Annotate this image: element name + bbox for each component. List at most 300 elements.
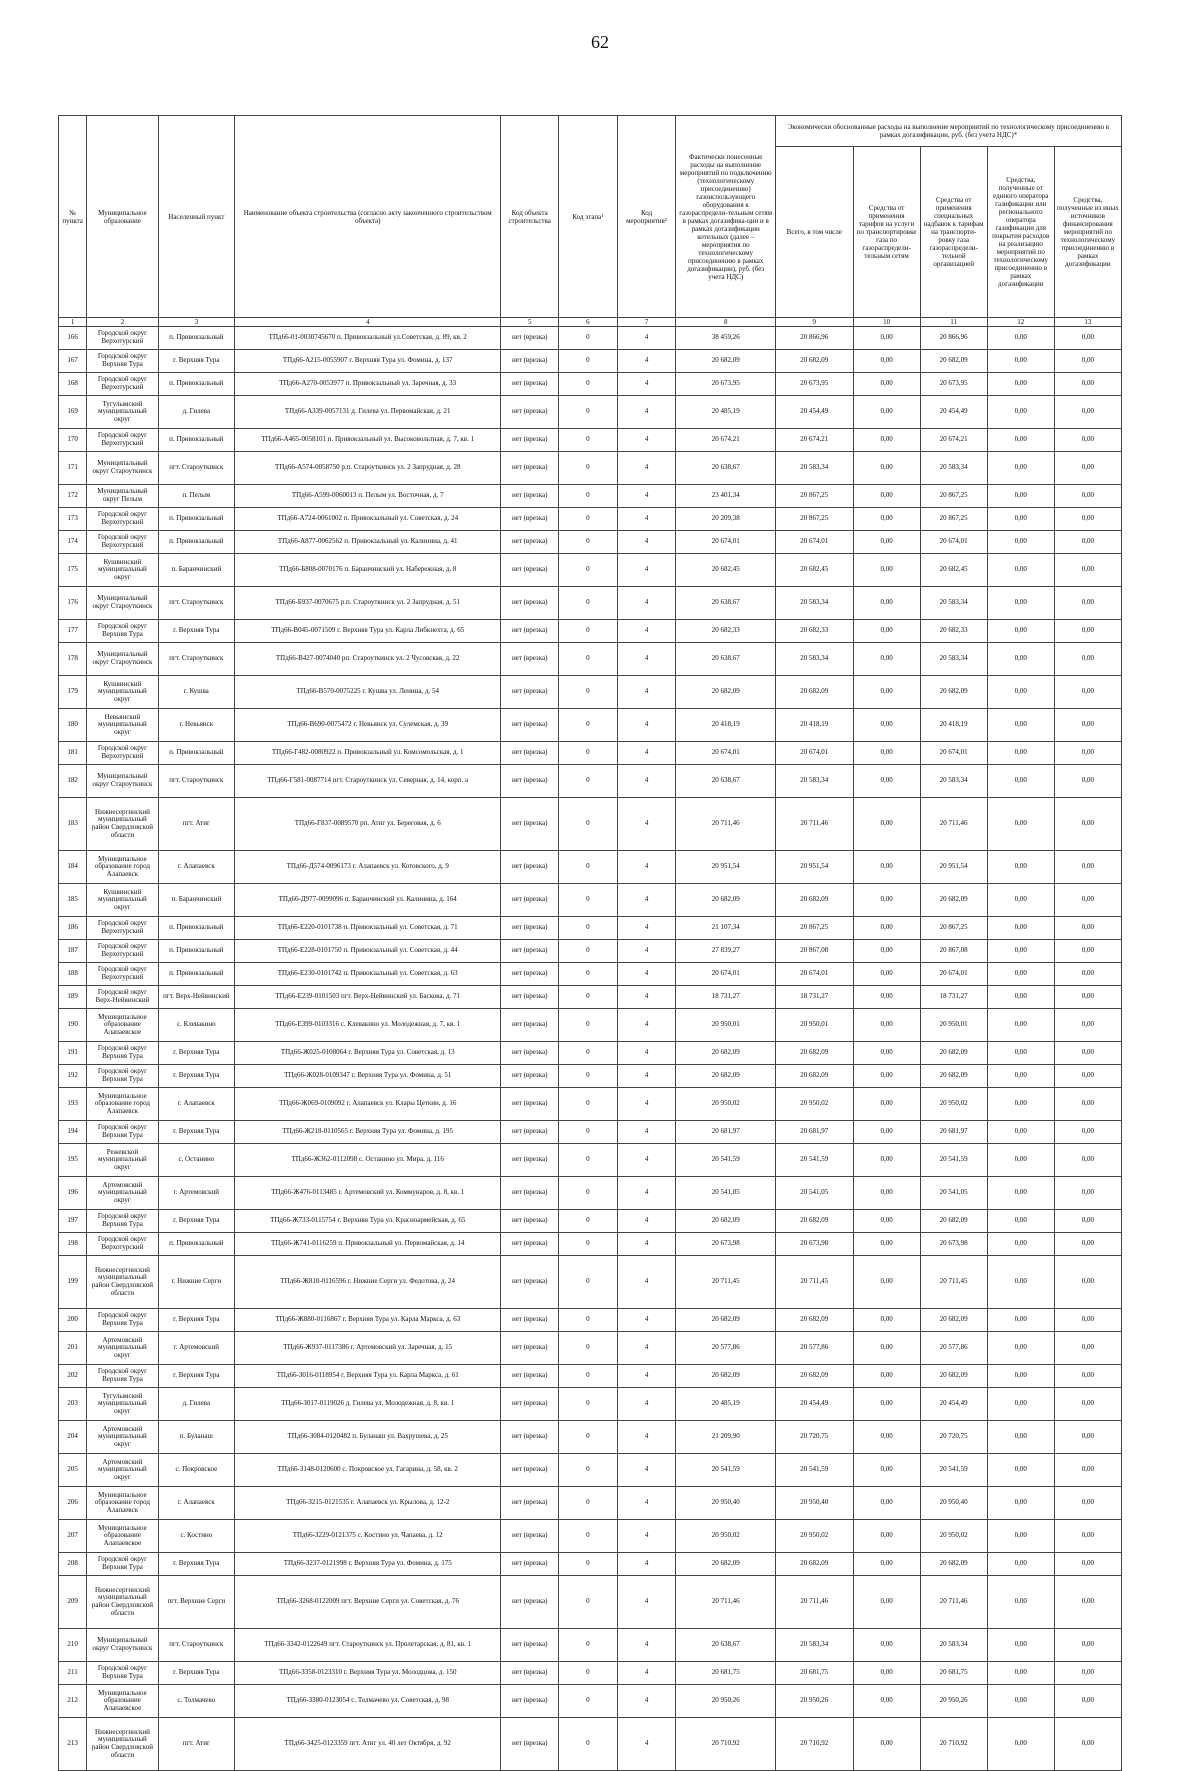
settlement-cell: г. Кушва — [158, 676, 235, 709]
stage-code-cell: 0 — [559, 1718, 618, 1771]
object-code-cell: нет (врезка) — [501, 676, 559, 709]
other-funds-cell: 0,00 — [1054, 452, 1121, 485]
column-number: 7 — [617, 318, 676, 327]
surcharge-funds-cell: 20 454,49 — [920, 1388, 987, 1421]
object-code-cell: нет (врезка) — [501, 643, 559, 676]
settlement-cell: г. Артемовский — [158, 1332, 235, 1365]
actual-costs-cell: 20 541,59 — [676, 1454, 776, 1487]
object-code-cell: нет (врезка) — [501, 940, 559, 963]
other-funds-cell: 0,00 — [1054, 851, 1121, 884]
stage-code-cell: 0 — [559, 940, 618, 963]
table-row — [59, 940, 1122, 963]
object-name-cell: ТПд66-З229-0121375 с. Костино ул. Чапаева, д. 12 — [235, 1520, 501, 1553]
row-number-cell: 184 — [59, 851, 87, 884]
stage-code-cell: 0 — [559, 765, 618, 798]
tariff-funds-cell: 0,00 — [853, 620, 920, 643]
row-number-cell: 192 — [59, 1065, 87, 1088]
stage-code-cell: 0 — [559, 327, 618, 350]
row-number-cell: 183 — [59, 798, 87, 851]
event-code-cell: 4 — [617, 485, 676, 508]
other-funds-cell: 0,00 — [1054, 1487, 1121, 1520]
operator-funds-cell: 0,00 — [987, 643, 1054, 676]
event-code-cell: 4 — [617, 1144, 676, 1177]
table-row — [59, 798, 1122, 851]
settlement-cell: г. Верхняя Тура — [158, 350, 235, 373]
event-code-cell: 4 — [617, 429, 676, 452]
object-name-cell: ТПд66-А724-0061002 п. Привокзальный ул. Советская, д. 24 — [235, 508, 501, 531]
actual-costs-cell: 20 682,09 — [676, 884, 776, 917]
justified-total-cell: 20 674,01 — [776, 531, 854, 554]
municipality-cell: Городской округ Верхотурский — [87, 917, 158, 940]
table-row — [59, 350, 1122, 373]
actual-costs-cell: 23 401,34 — [676, 485, 776, 508]
tariff-funds-cell: 0,00 — [853, 709, 920, 742]
settlement-cell: г. Верхняя Тура — [158, 1121, 235, 1144]
object-code-cell: нет (врезка) — [501, 917, 559, 940]
tariff-funds-cell: 0,00 — [853, 1144, 920, 1177]
tariff-funds-cell: 0,00 — [853, 396, 920, 429]
settlement-cell: г. Верхняя Тура — [158, 1662, 235, 1685]
operator-funds-cell: 0,00 — [987, 485, 1054, 508]
row-number-cell: 166 — [59, 327, 87, 350]
table-row — [59, 1454, 1122, 1487]
table-row — [59, 643, 1122, 676]
other-funds-cell: 0,00 — [1054, 1332, 1121, 1365]
operator-funds-cell: 0,00 — [987, 765, 1054, 798]
event-code-cell: 4 — [617, 1009, 676, 1042]
surcharge-funds-cell: 20 682,09 — [920, 676, 987, 709]
row-number-cell: 212 — [59, 1685, 87, 1718]
settlement-cell: п. Привокзальный — [158, 917, 235, 940]
object-name-cell: ТПд66-З380-0123054 с. Толмачево ул. Советская, д. 98 — [235, 1685, 501, 1718]
justified-total-cell: 20 951,54 — [776, 851, 854, 884]
settlement-cell: с. Останино — [158, 1144, 235, 1177]
object-code-cell: нет (врезка) — [501, 1144, 559, 1177]
object-name-cell: ТПд66-А877-0062562 п. Привокзальный ул. Калинина, д. 41 — [235, 531, 501, 554]
justified-total-cell: 20 711,46 — [776, 1576, 854, 1629]
table-body — [59, 327, 1122, 1771]
object-code-cell: нет (врезка) — [501, 1009, 559, 1042]
justified-total-cell: 20 866,96 — [776, 327, 854, 350]
municipality-cell: Городской округ Верхняя Тура — [87, 1065, 158, 1088]
event-code-cell: 4 — [617, 643, 676, 676]
table-row — [59, 1065, 1122, 1088]
surcharge-funds-cell: 20 674,01 — [920, 531, 987, 554]
object-name-cell: ТПд66-З016-0118954 г. Верхняя Тура ул. Карла Маркса, д. 61 — [235, 1365, 501, 1388]
justified-total-cell: 20 867,08 — [776, 940, 854, 963]
tariff-funds-cell: 0,00 — [853, 940, 920, 963]
tariff-funds-cell: 0,00 — [853, 963, 920, 986]
row-number-cell: 176 — [59, 587, 87, 620]
justified-total-cell: 20 541,59 — [776, 1454, 854, 1487]
other-funds-cell: 0,00 — [1054, 1121, 1121, 1144]
event-code-cell: 4 — [617, 1685, 676, 1718]
table-row — [59, 1332, 1122, 1365]
tariff-funds-cell: 0,00 — [853, 429, 920, 452]
municipality-cell: Муниципальный округ Пелым — [87, 485, 158, 508]
other-funds-cell: 0,00 — [1054, 1365, 1121, 1388]
table-row — [59, 485, 1122, 508]
object-name-cell: ТПд66-Ж741-0116259 п. Привокзальный ул. Первомайская, д. 14 — [235, 1233, 501, 1256]
stage-code-cell: 0 — [559, 1662, 618, 1685]
operator-funds-cell: 0,00 — [987, 1210, 1054, 1233]
object-code-cell: нет (врезка) — [501, 508, 559, 531]
stage-code-cell: 0 — [559, 643, 618, 676]
header-col-11: Средства от применения специальных надбавок к тарифам на транспорти-ровку газа газораспредели-тельной организацией — [920, 147, 987, 318]
row-number-cell: 199 — [59, 1256, 87, 1309]
table-row — [59, 1520, 1122, 1553]
object-name-cell: ТПд66-Ж218-0110565 г. Верхняя Тура ул. Фомина, д. 195 — [235, 1121, 501, 1144]
object-name-cell: ТПд66-В427-0074040 рп. Староуткинск ул. 2 Чусовская, д. 22 — [235, 643, 501, 676]
actual-costs-cell: 20 673,95 — [676, 373, 776, 396]
object-code-cell: нет (врезка) — [501, 851, 559, 884]
table-row — [59, 884, 1122, 917]
operator-funds-cell: 0,00 — [987, 396, 1054, 429]
object-code-cell: нет (врезка) — [501, 986, 559, 1009]
object-name-cell: ТПд66-Д977-0099096 п. Баранчинский ул. Калинина, д. 164 — [235, 884, 501, 917]
object-name-cell: ТПд66-Г837-0089570 рп. Атиг ул. Береговая, д. 6 — [235, 798, 501, 851]
actual-costs-cell: 20 682,09 — [676, 350, 776, 373]
settlement-cell: п. Привокзальный — [158, 940, 235, 963]
justified-total-cell: 20 950,26 — [776, 1685, 854, 1718]
column-number: 4 — [235, 318, 501, 327]
other-funds-cell: 0,00 — [1054, 986, 1121, 1009]
tariff-funds-cell: 0,00 — [853, 1177, 920, 1210]
actual-costs-cell: 20 674,01 — [676, 742, 776, 765]
object-name-cell: ТПд66-А215-0055907 г. Верхняя Тура ул. Фомина, д. 137 — [235, 350, 501, 373]
settlement-cell: г. Верхняя Тура — [158, 1042, 235, 1065]
tariff-funds-cell: 0,00 — [853, 1553, 920, 1576]
event-code-cell: 4 — [617, 327, 676, 350]
stage-code-cell: 0 — [559, 1365, 618, 1388]
surcharge-funds-cell: 20 711,46 — [920, 1576, 987, 1629]
other-funds-cell: 0,00 — [1054, 765, 1121, 798]
object-name-cell: ТПд66-А339-0057131 д. Гилева ул. Первомайская, д. 21 — [235, 396, 501, 429]
event-code-cell: 4 — [617, 1487, 676, 1520]
operator-funds-cell: 0,00 — [987, 1065, 1054, 1088]
settlement-cell: п. Привокзальный — [158, 1233, 235, 1256]
table-row — [59, 986, 1122, 1009]
row-number-cell: 185 — [59, 884, 87, 917]
stage-code-cell: 0 — [559, 884, 618, 917]
settlement-cell: п. Привокзальный — [158, 742, 235, 765]
other-funds-cell: 0,00 — [1054, 709, 1121, 742]
other-funds-cell: 0,00 — [1054, 1629, 1121, 1662]
table-row — [59, 765, 1122, 798]
object-name-cell: ТПд66-Е220-0101738 п. Привокзальный ул. Советская, д. 71 — [235, 917, 501, 940]
object-code-cell: нет (врезка) — [501, 1487, 559, 1520]
row-number-cell: 210 — [59, 1629, 87, 1662]
operator-funds-cell: 0,00 — [987, 1576, 1054, 1629]
event-code-cell: 4 — [617, 1121, 676, 1144]
operator-funds-cell: 0,00 — [987, 1009, 1054, 1042]
operator-funds-cell: 0,00 — [987, 1088, 1054, 1121]
operator-funds-cell: 0,00 — [987, 1309, 1054, 1332]
column-number: 5 — [501, 318, 559, 327]
object-code-cell: нет (врезка) — [501, 1309, 559, 1332]
actual-costs-cell: 20 950,40 — [676, 1487, 776, 1520]
municipality-cell: Тугулымский муниципальный округ — [87, 1388, 158, 1421]
object-name-cell: ТПд66-Ж362-0112098 с. Останино ул. Мира, д. 116 — [235, 1144, 501, 1177]
row-number-cell: 171 — [59, 452, 87, 485]
actual-costs-cell: 20 485,19 — [676, 396, 776, 429]
object-name-cell: ТПд66-З084-0120482 п. Буланаш ул. Вахрушева, д. 25 — [235, 1421, 501, 1454]
object-code-cell: нет (врезка) — [501, 709, 559, 742]
municipality-cell: Муниципальный округ Староуткинск — [87, 1629, 158, 1662]
event-code-cell: 4 — [617, 742, 676, 765]
object-code-cell: нет (врезка) — [501, 429, 559, 452]
object-name-cell: ТПд66-Ж476-0113485 г. Артемовский ул. Коммунаров, д. 8, кв. 1 — [235, 1177, 501, 1210]
event-code-cell: 4 — [617, 676, 676, 709]
surcharge-funds-cell: 20 541,59 — [920, 1454, 987, 1487]
table-row — [59, 1088, 1122, 1121]
municipality-cell: Городской округ Верхняя Тура — [87, 620, 158, 643]
object-code-cell: нет (врезка) — [501, 587, 559, 620]
row-number-cell: 201 — [59, 1332, 87, 1365]
tariff-funds-cell: 0,00 — [853, 350, 920, 373]
row-number-cell: 207 — [59, 1520, 87, 1553]
surcharge-funds-cell: 20 951,54 — [920, 851, 987, 884]
other-funds-cell: 0,00 — [1054, 1144, 1121, 1177]
operator-funds-cell: 0,00 — [987, 350, 1054, 373]
other-funds-cell: 0,00 — [1054, 963, 1121, 986]
object-name-cell: ТПд66-Б808-0070176 п. Баранчинский ул. Набережная, д. 8 — [235, 554, 501, 587]
object-name-cell: ТПд66-А599-0060013 п. Пелым ул. Восточная, д. 7 — [235, 485, 501, 508]
object-name-cell: ТПд66-Ж025-0108064 г. Верхняя Тура ул. Советская, д. 13 — [235, 1042, 501, 1065]
stage-code-cell: 0 — [559, 709, 618, 742]
event-code-cell: 4 — [617, 1210, 676, 1233]
object-name-cell: ТПд66-Д574-0096173 г. Алапаевск ул. Котовского, д. 9 — [235, 851, 501, 884]
table-row — [59, 1210, 1122, 1233]
tariff-funds-cell: 0,00 — [853, 765, 920, 798]
event-code-cell: 4 — [617, 940, 676, 963]
object-code-cell: нет (врезка) — [501, 327, 559, 350]
tariff-funds-cell: 0,00 — [853, 1520, 920, 1553]
settlement-cell: г. Нижние Серги — [158, 1256, 235, 1309]
object-name-cell: ТПд66-Е230-0101742 п. Привокзальный ул. Советская, д. 63 — [235, 963, 501, 986]
row-number-cell: 177 — [59, 620, 87, 643]
surcharge-funds-cell: 20 674,01 — [920, 742, 987, 765]
municipality-cell: Городской округ Верхотурский — [87, 508, 158, 531]
tariff-funds-cell: 0,00 — [853, 485, 920, 508]
tariff-funds-cell: 0,00 — [853, 1629, 920, 1662]
object-name-cell: ТПд66-Б937-0070675 р.п. Староуткинск ул. 2 Запрудная, д. 51 — [235, 587, 501, 620]
tariff-funds-cell: 0,00 — [853, 1421, 920, 1454]
object-code-cell: нет (врезка) — [501, 798, 559, 851]
object-code-cell: нет (врезка) — [501, 1332, 559, 1365]
operator-funds-cell: 0,00 — [987, 676, 1054, 709]
municipality-cell: Городской округ Верхняя Тура — [87, 1309, 158, 1332]
object-code-cell: нет (врезка) — [501, 1662, 559, 1685]
row-number-cell: 208 — [59, 1553, 87, 1576]
table-row — [59, 1487, 1122, 1520]
operator-funds-cell: 0,00 — [987, 851, 1054, 884]
municipality-cell: Муниципальный округ Староуткинск — [87, 765, 158, 798]
justified-total-cell: 20 674,21 — [776, 429, 854, 452]
operator-funds-cell: 0,00 — [987, 327, 1054, 350]
event-code-cell: 4 — [617, 1454, 676, 1487]
tariff-funds-cell: 0,00 — [853, 798, 920, 851]
row-number-cell: 194 — [59, 1121, 87, 1144]
row-number-cell: 191 — [59, 1042, 87, 1065]
object-name-cell: ТПд66-В045-0071509 г. Верхняя Тура ул. Карла Либкнехта, д. 65 — [235, 620, 501, 643]
justified-total-cell: 20 583,34 — [776, 643, 854, 676]
stage-code-cell: 0 — [559, 508, 618, 531]
tariff-funds-cell: 0,00 — [853, 327, 920, 350]
event-code-cell: 4 — [617, 1388, 676, 1421]
event-code-cell: 4 — [617, 1332, 676, 1365]
tariff-funds-cell: 0,00 — [853, 1388, 920, 1421]
actual-costs-cell: 20 638,67 — [676, 587, 776, 620]
object-code-cell: нет (врезка) — [501, 373, 559, 396]
object-name-cell: ТПд66-З425-0123359 пгт. Атиг ул. 40 лет Октября, д. 92 — [235, 1718, 501, 1771]
settlement-cell: п. Привокзальный — [158, 531, 235, 554]
other-funds-cell: 0,00 — [1054, 485, 1121, 508]
object-name-cell: ТПд66-В690-0075472 г. Невьянск ул. Сулемская, д. 39 — [235, 709, 501, 742]
object-code-cell: нет (врезка) — [501, 1685, 559, 1718]
tariff-funds-cell: 0,00 — [853, 1576, 920, 1629]
surcharge-funds-cell: 20 682,09 — [920, 1365, 987, 1388]
municipality-cell: Муниципальное образование Алапаевское — [87, 1520, 158, 1553]
other-funds-cell: 0,00 — [1054, 1210, 1121, 1233]
event-code-cell: 4 — [617, 917, 676, 940]
event-code-cell: 4 — [617, 1088, 676, 1121]
operator-funds-cell: 0,00 — [987, 1256, 1054, 1309]
object-name-cell: ТПд66-З148-0120600 с. Покровское ул. Гагарина, д. 58, кв. 2 — [235, 1454, 501, 1487]
stage-code-cell: 0 — [559, 1309, 618, 1332]
object-code-cell: нет (врезка) — [501, 1233, 559, 1256]
tariff-funds-cell: 0,00 — [853, 1685, 920, 1718]
other-funds-cell: 0,00 — [1054, 396, 1121, 429]
stage-code-cell: 0 — [559, 1042, 618, 1065]
object-code-cell: нет (врезка) — [501, 963, 559, 986]
surcharge-funds-cell: 20 583,34 — [920, 643, 987, 676]
stage-code-cell: 0 — [559, 1009, 618, 1042]
surcharge-funds-cell: 20 682,09 — [920, 1210, 987, 1233]
row-number-cell: 174 — [59, 531, 87, 554]
table-row — [59, 1256, 1122, 1309]
column-number-row — [59, 318, 1122, 327]
settlement-cell: п. Пелым — [158, 485, 235, 508]
surcharge-funds-cell: 20 711,45 — [920, 1256, 987, 1309]
surcharge-funds-cell: 20 682,33 — [920, 620, 987, 643]
settlement-cell: д. Гилева — [158, 1388, 235, 1421]
operator-funds-cell: 0,00 — [987, 1662, 1054, 1685]
justified-total-cell: 20 682,09 — [776, 1210, 854, 1233]
actual-costs-cell: 20 638,67 — [676, 1629, 776, 1662]
justified-total-cell: 20 867,25 — [776, 917, 854, 940]
tariff-funds-cell: 0,00 — [853, 851, 920, 884]
table-row — [59, 1009, 1122, 1042]
tariff-funds-cell: 0,00 — [853, 531, 920, 554]
stage-code-cell: 0 — [559, 986, 618, 1009]
table-row — [59, 1177, 1122, 1210]
municipality-cell: Городской округ Верхотурский — [87, 327, 158, 350]
tariff-funds-cell: 0,00 — [853, 884, 920, 917]
municipality-cell: Городской округ Верхотурский — [87, 940, 158, 963]
municipality-cell: Городской округ Верхняя Тура — [87, 1042, 158, 1065]
other-funds-cell: 0,00 — [1054, 327, 1121, 350]
operator-funds-cell: 0,00 — [987, 1177, 1054, 1210]
operator-funds-cell: 0,00 — [987, 531, 1054, 554]
object-code-cell: нет (врезка) — [501, 1210, 559, 1233]
row-number-cell: 169 — [59, 396, 87, 429]
justified-total-cell: 20 950,01 — [776, 1009, 854, 1042]
row-number-cell: 197 — [59, 1210, 87, 1233]
justified-total-cell: 20 950,40 — [776, 1487, 854, 1520]
settlement-cell: г. Верхняя Тура — [158, 1210, 235, 1233]
object-code-cell: нет (врезка) — [501, 485, 559, 508]
operator-funds-cell: 0,00 — [987, 1487, 1054, 1520]
tariff-funds-cell: 0,00 — [853, 1487, 920, 1520]
object-name-cell: ТПд66-Е239-0101503 пгт. Верх-Нейвинский ул. Баскова, д. 71 — [235, 986, 501, 1009]
other-funds-cell: 0,00 — [1054, 531, 1121, 554]
operator-funds-cell: 0,00 — [987, 884, 1054, 917]
event-code-cell: 4 — [617, 986, 676, 1009]
municipality-cell: Городской округ Верхняя Тура — [87, 1365, 158, 1388]
event-code-cell: 4 — [617, 554, 676, 587]
event-code-cell: 4 — [617, 1520, 676, 1553]
object-code-cell: нет (врезка) — [501, 396, 559, 429]
justified-total-cell: 20 583,34 — [776, 1629, 854, 1662]
stage-code-cell: 0 — [559, 1520, 618, 1553]
object-code-cell: нет (врезка) — [501, 1365, 559, 1388]
justified-total-cell: 20 720,75 — [776, 1421, 854, 1454]
actual-costs-cell: 20 638,67 — [676, 765, 776, 798]
other-funds-cell: 0,00 — [1054, 1553, 1121, 1576]
settlement-cell: пгт. Староуткинск — [158, 1629, 235, 1662]
settlement-cell: д. Гилева — [158, 396, 235, 429]
table-row — [59, 1121, 1122, 1144]
page-number: 62 — [591, 32, 609, 52]
table-row — [59, 1553, 1122, 1576]
settlement-cell: г. Верхняя Тура — [158, 1553, 235, 1576]
tariff-funds-cell: 0,00 — [853, 1042, 920, 1065]
surcharge-funds-cell: 20 583,34 — [920, 452, 987, 485]
object-code-cell: нет (врезка) — [501, 1088, 559, 1121]
table-row — [59, 1629, 1122, 1662]
table-row — [59, 917, 1122, 940]
object-code-cell: нет (врезка) — [501, 1629, 559, 1662]
row-number-cell: 209 — [59, 1576, 87, 1629]
header-group: Экономически обоснованные расходы на выполнение мероприятий по технологическому присоединению в рамках догазификации, руб. (без учета НДС)* — [776, 116, 1122, 147]
actual-costs-cell: 20 950,26 — [676, 1685, 776, 1718]
column-number: 10 — [853, 318, 920, 327]
surcharge-funds-cell: 20 866,96 — [920, 327, 987, 350]
event-code-cell: 4 — [617, 1256, 676, 1309]
table-row — [59, 531, 1122, 554]
settlement-cell: с. Толмачево — [158, 1685, 235, 1718]
event-code-cell: 4 — [617, 884, 676, 917]
other-funds-cell: 0,00 — [1054, 1520, 1121, 1553]
other-funds-cell: 0,00 — [1054, 620, 1121, 643]
tariff-funds-cell: 0,00 — [853, 1088, 920, 1121]
stage-code-cell: 0 — [559, 1233, 618, 1256]
row-number-cell: 196 — [59, 1177, 87, 1210]
column-number: 3 — [158, 318, 235, 327]
settlement-cell: п. Буланаш — [158, 1421, 235, 1454]
table-row — [59, 452, 1122, 485]
justified-total-cell: 20 950,02 — [776, 1520, 854, 1553]
justified-total-cell: 20 577,86 — [776, 1332, 854, 1365]
actual-costs-cell: 20 485,19 — [676, 1388, 776, 1421]
justified-total-cell: 20 681,75 — [776, 1662, 854, 1685]
stage-code-cell: 0 — [559, 676, 618, 709]
object-code-cell: нет (врезка) — [501, 350, 559, 373]
stage-code-cell: 0 — [559, 620, 618, 643]
object-code-cell: нет (врезка) — [501, 531, 559, 554]
event-code-cell: 4 — [617, 373, 676, 396]
